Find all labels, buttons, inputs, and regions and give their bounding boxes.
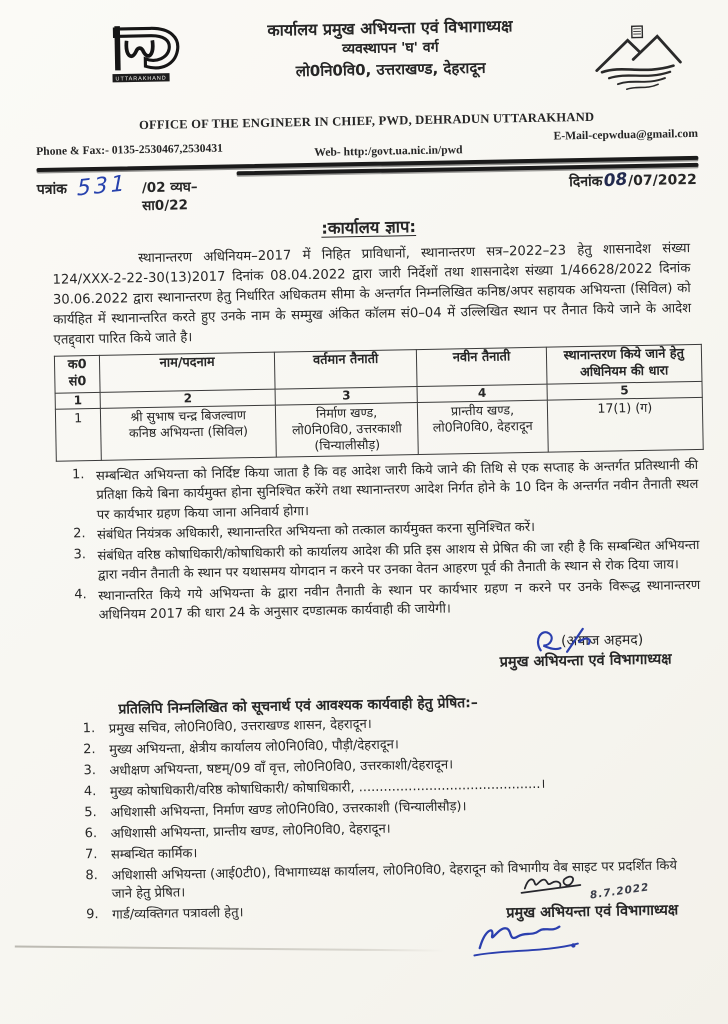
date-label: दिनांक: [569, 173, 603, 191]
cell-new-posting: प्रान्तीय खण्ड, लो0नि0वि0, देहरादून: [418, 400, 548, 454]
col-name: नाम/पदनाम: [100, 352, 275, 391]
colnum-5: 5: [547, 381, 703, 400]
cell-sno: 1: [55, 408, 101, 461]
copy-text: अधिशासी अभियन्ता, प्रान्तीय खण्ड, लो0नि0वि0, देहरादून।: [110, 821, 391, 842]
uttarakhand-emblem-icon: [589, 18, 687, 106]
transfer-table: [54, 344, 704, 461]
colnum-4: 4: [417, 384, 547, 403]
establishment-class: व्यवस्थापन 'घ' वर्ग: [341, 40, 439, 58]
colnum-1: 1: [55, 392, 101, 409]
copy-number: 9.: [86, 906, 99, 923]
website-url: Web- http:/govt.ua.nic.in/pwd: [314, 143, 463, 159]
directive-text: संबंधित वरिष्ठ कोषाधिकारी/कोषाधिकारी को कार्यालय आदेश की प्रति इस आशय से प्रेषित की जा रही है कि सम्बन्धित अभियन्ता द्वारा नवीन तैनाती के स्थान पर यथासमय योगदान न करने पर उनका वेतन आहरण पूर्व की तैनाती के स्थान से रोक दिया जाय।: [97, 537, 700, 584]
letter-number: [37, 171, 237, 216]
pwd-logo: [84, 17, 203, 101]
directive-number: 3.: [73, 546, 87, 563]
footer-designation: प्रमुख अभियन्ता एवं विभागाध्यक्ष: [506, 902, 679, 922]
directive-text: सम्बन्धित अभियन्ता को निर्दिष्ट किया जाता है कि वह आदेश जारी किये जाने की तिथि से एक सप्ताह के अन्तर्गत प्रतिस्थानी की प्रतिक्षा किये बिना कार्यमुक्त होना सुनिश्चित करेंगे तथा स्थानान्तरण आदेश निर्गत होने के 10 दिन के अन्तर्गत नवीन तैनाती स्थल पर कार्यभार ग्रहण किया जाना अनिवार्य होगा।: [95, 457, 699, 523]
copy-text: अधिशासी अभियन्ता, निर्माण खण्ड लो0नि0वि0, उत्तरकाशी (चिन्यालीसौड़)।: [110, 798, 467, 821]
col-current-posting: वर्तमान तैनाती: [274, 350, 417, 389]
directive-number: 2.: [73, 526, 86, 542]
directive-text: संबंधित नियंत्रक अधिकारी, स्थानान्तरित अभियन्ता को तत्काल कार्यमुक्त करना सुनिश्चित करें।: [97, 520, 536, 544]
copy-text: सम्बन्धित कार्मिक।: [110, 845, 198, 863]
copy-number: 2.: [82, 741, 96, 758]
sd-scribble-icon: [529, 625, 596, 664]
office-name-en: OFFICE OF THE ENGINEER IN CHIEF, PWD, DEHRADUN UTTARAKHAND: [138, 109, 595, 133]
signatory-designation: प्रमुख अभियन्ता एवं विभागाध्यक्ष: [499, 651, 672, 671]
copy-text: मुख्य अभियन्ता, क्षेत्रीय कार्यालय लो0नि0वि0, पौड़ी/देहरादून।: [108, 737, 400, 758]
copy-text: अधीक्षण अभियन्ता, षष्टम्/09 वाँ वृत्त, लो0नि0वि0, उत्तरकाशी/देहरादून।: [109, 757, 454, 779]
col-sno: क0 सं0: [54, 356, 100, 393]
copy-number: 3.: [83, 762, 97, 778]
memo-title: :कार्यालय ज्ञाप:: [321, 217, 417, 238]
directive-list: [72, 456, 701, 626]
copy-text: प्रमुख सचिव, लो0नि0वि0, उत्तराखण्ड शासन, देहरादून।: [108, 716, 372, 737]
department-location: लो0नि0वि0, उत्तराखण्ड, देहरादून: [295, 58, 486, 81]
date-suffix: /07/2022: [627, 171, 697, 190]
directive-item: [72, 456, 699, 526]
copy-heading: प्रतिलिपि निम्नलिखित को सूचनार्थ एवं आवश्यक कार्यवाही हेतु प्रेषित:–: [118, 694, 478, 718]
copy-number: 5.: [84, 804, 97, 820]
intro-paragraph: स्थानान्तरण अधिनियम–2017 में निहित प्राविधानों, स्थानान्तरण सत्र–2022–23 हेतु शासनादेश संख्या 124/XXX-2-22-30(13)2017 दिनांक 08.04.2022 द्वारा जारी निर्देशों तथा शासनादेश संख्या 1/46628/2022 दिनांक 30.06.2022 द्वारा स्थानान्तरण हेतु निर्धारित अधिकतम सीमा के अन्तर्गत निम्नलिखित कनिष्ठ/अपर सहायक अभियन्ता (सिविल) को कार्यहित में स्थानान्तरित करते हुए उनके नाम के सम्मुख अंकित कॉलम सं0–04 में उल्लिखित स्थान पर तैनात किये जाने के आदेश एतद्द्वारा पारित किये जाते है।: [52, 241, 692, 348]
footer-handwritten-date: 8.7.2022: [589, 881, 651, 902]
colnum-2: 2: [100, 389, 275, 408]
table-row: [55, 397, 703, 461]
signatory-block: [45, 629, 708, 699]
directive-text: स्थानान्तरित किये गये अभियन्ता के द्वारा नवीन तैनाती के स्थान पर कार्यभार ग्रहण न करने पर उनके विरूद्ध स्थानान्तरण अधिनियम 2017 की धारा 24 के अनुसार दण्डात्मक कार्यवाही की जायेगी।: [98, 577, 701, 624]
copy-number: 8.: [85, 867, 98, 883]
logo-caption: UTTARAKHAND: [115, 75, 167, 83]
cell-name: श्री सुभाष चन्द्र बिजल्वाण कनिष्ठ अभियन्ता (सिविल): [101, 405, 277, 460]
state-emblem: [578, 8, 698, 110]
letter-no-suffix: /02 व्यघ–सा0/22: [141, 179, 198, 215]
date-block: [236, 163, 699, 197]
email-address: E-Mail-cepwdua@gmail.com: [553, 126, 699, 143]
initials-scribble-icon: [519, 871, 584, 902]
copy-text: गार्ड/व्यक्तिगत पत्रावली हेतु।: [112, 905, 244, 923]
cell-current-posting: निर्माण खण्ड, लो0नि0वि0, उत्तरकाशी (चिन्यालीसौड़): [275, 402, 418, 457]
phone-fax: Phone & Fax:- 0135-2530467,2530431: [36, 141, 224, 159]
pwd-logo-icon: [97, 17, 190, 97]
colnum-3: 3: [275, 386, 418, 405]
copy-number: 4.: [83, 783, 97, 799]
letter-no-label: पत्रांक: [36, 181, 68, 199]
office-name-block: [202, 10, 579, 84]
footer-signature-block: [49, 867, 713, 967]
copy-number: 6.: [84, 825, 98, 841]
office-name-hi: कार्यालय प्रमुख अभियन्ता एवं विभागाध्यक्ष: [267, 16, 513, 40]
cell-act-section: 17(1) (ग): [547, 397, 703, 452]
copy-text: मुख्य कोषाधिकारी/वरिष्ठ कोषाधिकारी/ कोषाधिकारी, ............................................।: [109, 776, 546, 800]
letter-no-handwritten: 531: [76, 171, 128, 202]
copy-text: अधिशासी अभियन्ता (आई0टी0), विभागाध्यक्ष कार्यालय, लो0नि0वि0, देहरादून को विभागीय वेब साइट पर प्रदर्शित किये जाने हेतु प्रेषित।: [111, 857, 678, 902]
directive-number: 1.: [71, 467, 85, 483]
directive-number: 4.: [74, 586, 87, 603]
letterhead: [34, 8, 698, 120]
col-new-posting: नवीन तैनाती: [417, 348, 547, 387]
footer-signature-icon: [464, 917, 593, 963]
copy-number: 1.: [82, 720, 96, 737]
col-act-section: स्थानान्तरण किये जाने हेतु अधिनियम की धारा: [546, 345, 702, 384]
date-handwritten: 08: [602, 169, 628, 192]
scan-page-edge: [15, 945, 445, 951]
reference-row: [37, 163, 700, 216]
signatory-name: (अयाज अहमद): [560, 631, 644, 650]
copy-number: 7.: [84, 846, 98, 862]
